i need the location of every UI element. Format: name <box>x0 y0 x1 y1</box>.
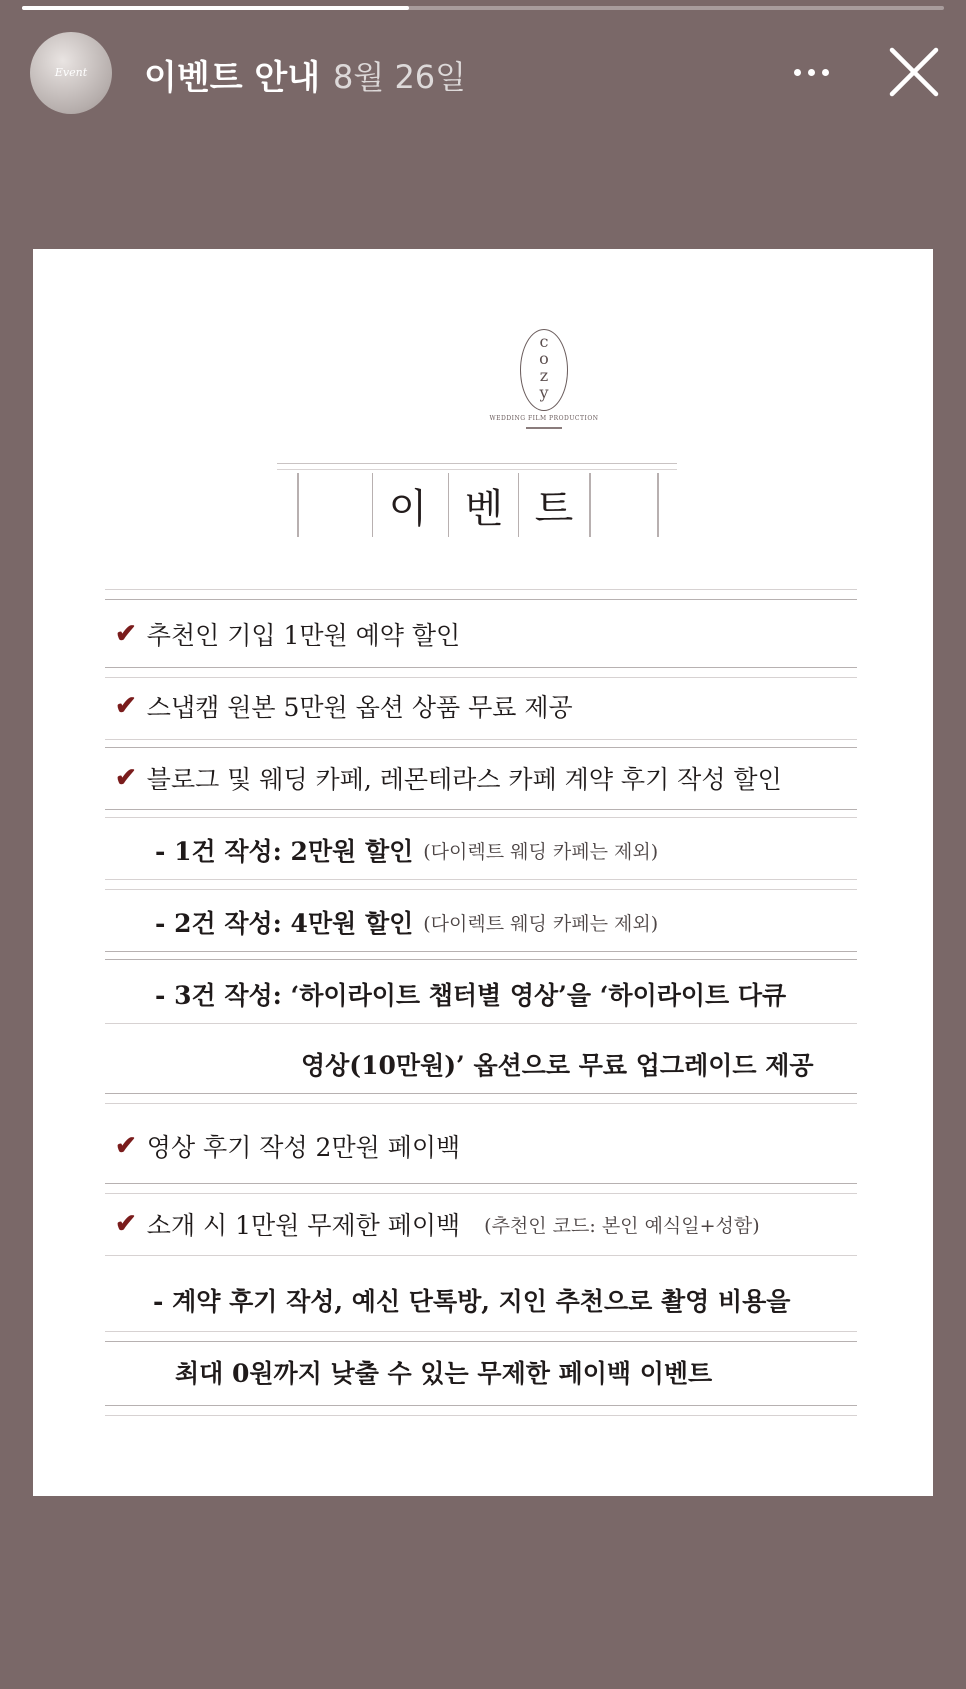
divider <box>105 1183 857 1184</box>
post-date: 8월 26일 <box>333 58 467 96</box>
title-rule <box>277 469 677 470</box>
divider <box>105 1255 857 1256</box>
list-item <box>105 1193 857 1255</box>
check-icon: ✔ <box>115 1209 137 1239</box>
close-icon <box>884 42 944 102</box>
divider <box>105 817 857 818</box>
item-text: 블로그 및 웨딩 카페, 레몬테라스 카페 계약 후기 작성 할인 <box>146 765 782 794</box>
cozy-logo <box>482 329 606 433</box>
list-item <box>105 1341 857 1403</box>
divider <box>105 1093 857 1094</box>
divider <box>105 889 857 890</box>
event-title <box>277 463 677 537</box>
list-item <box>105 1033 857 1095</box>
divider <box>105 589 857 590</box>
logo-letter: c <box>539 332 549 351</box>
divider <box>105 1405 857 1406</box>
item-note: (추천인 코드: 본인 예식일+성함) <box>484 1214 760 1237</box>
logo-letter: y <box>539 383 549 402</box>
item-text: 최대 0원까지 낮출 수 있는 무제한 페이백 이벤트 <box>175 1359 713 1388</box>
item-text: - 2건 작성: 4만원 할인 <box>155 909 414 938</box>
divider <box>105 1415 857 1416</box>
divider <box>105 959 857 960</box>
check-icon: ✔ <box>115 763 137 793</box>
more-options-button[interactable] <box>784 50 838 94</box>
divider <box>105 951 857 952</box>
item-note: (다이렉트 웨딩 카페는 제외) <box>423 840 659 863</box>
divider <box>105 667 857 668</box>
title-divider <box>657 473 659 537</box>
close-button[interactable] <box>884 42 944 102</box>
story-header <box>0 28 966 118</box>
list-item <box>105 675 857 737</box>
list-item <box>105 891 857 953</box>
logo-letter: z <box>539 366 549 385</box>
divider <box>105 879 857 880</box>
more-dot-icon <box>822 69 829 76</box>
avatar[interactable] <box>30 32 112 114</box>
item-text: 영상 후기 작성 2만원 페이백 <box>146 1133 461 1162</box>
list-item <box>105 603 857 665</box>
logo-subtitle: WEDDING FILM PRODUCTION <box>489 415 599 422</box>
item-text: 소개 시 1만원 무제한 페이백 <box>146 1211 461 1240</box>
title-char: 벤 <box>448 473 519 537</box>
check-icon: ✔ <box>115 619 137 649</box>
title-divider <box>589 473 591 537</box>
divider <box>105 1103 857 1104</box>
item-text: 추천인 기입 1만원 예약 할인 <box>146 621 461 650</box>
list-item <box>105 963 857 1025</box>
item-text: - 3건 작성: ‘하이라이트 챕터별 영상’을 ‘하이라이트 다큐 <box>155 981 787 1010</box>
item-text: - 1건 작성: 2만원 할인 <box>155 837 414 866</box>
divider <box>105 1331 857 1332</box>
divider <box>105 809 857 810</box>
title-divider <box>297 473 299 537</box>
divider <box>105 739 857 740</box>
item-text: 영상(10만원)’ 옵션으로 무료 업그레이드 제공 <box>301 1051 814 1080</box>
list-item <box>105 819 857 881</box>
story-progress-fill <box>22 6 409 10</box>
avatar-label: Event <box>54 66 88 79</box>
logo-divider <box>526 427 562 429</box>
item-note: (다이렉트 웨딩 카페는 제외) <box>423 912 659 935</box>
item-text: 스냅캠 원본 5만원 옵션 상품 무료 제공 <box>146 693 573 722</box>
title-rule <box>277 463 677 464</box>
more-dot-icon <box>794 69 801 76</box>
more-dot-icon <box>808 69 815 76</box>
list-item <box>105 747 857 809</box>
logo-letter: o <box>539 349 549 368</box>
list-item <box>105 1115 857 1177</box>
divider <box>105 1023 857 1024</box>
logo-letters <box>520 333 568 401</box>
account-name[interactable]: 이벤트 안내 <box>144 58 321 98</box>
check-icon: ✔ <box>115 691 137 721</box>
event-card-image <box>33 249 933 1496</box>
item-text: - 계약 후기 작성, 예신 단톡방, 지인 추천으로 촬영 비용을 <box>153 1287 791 1316</box>
story-progress-bar <box>22 6 944 10</box>
divider <box>105 599 857 600</box>
title-char: 이 <box>372 473 443 537</box>
check-icon: ✔ <box>115 1131 137 1161</box>
list-item <box>105 1269 857 1331</box>
title-char: 트 <box>518 473 589 537</box>
